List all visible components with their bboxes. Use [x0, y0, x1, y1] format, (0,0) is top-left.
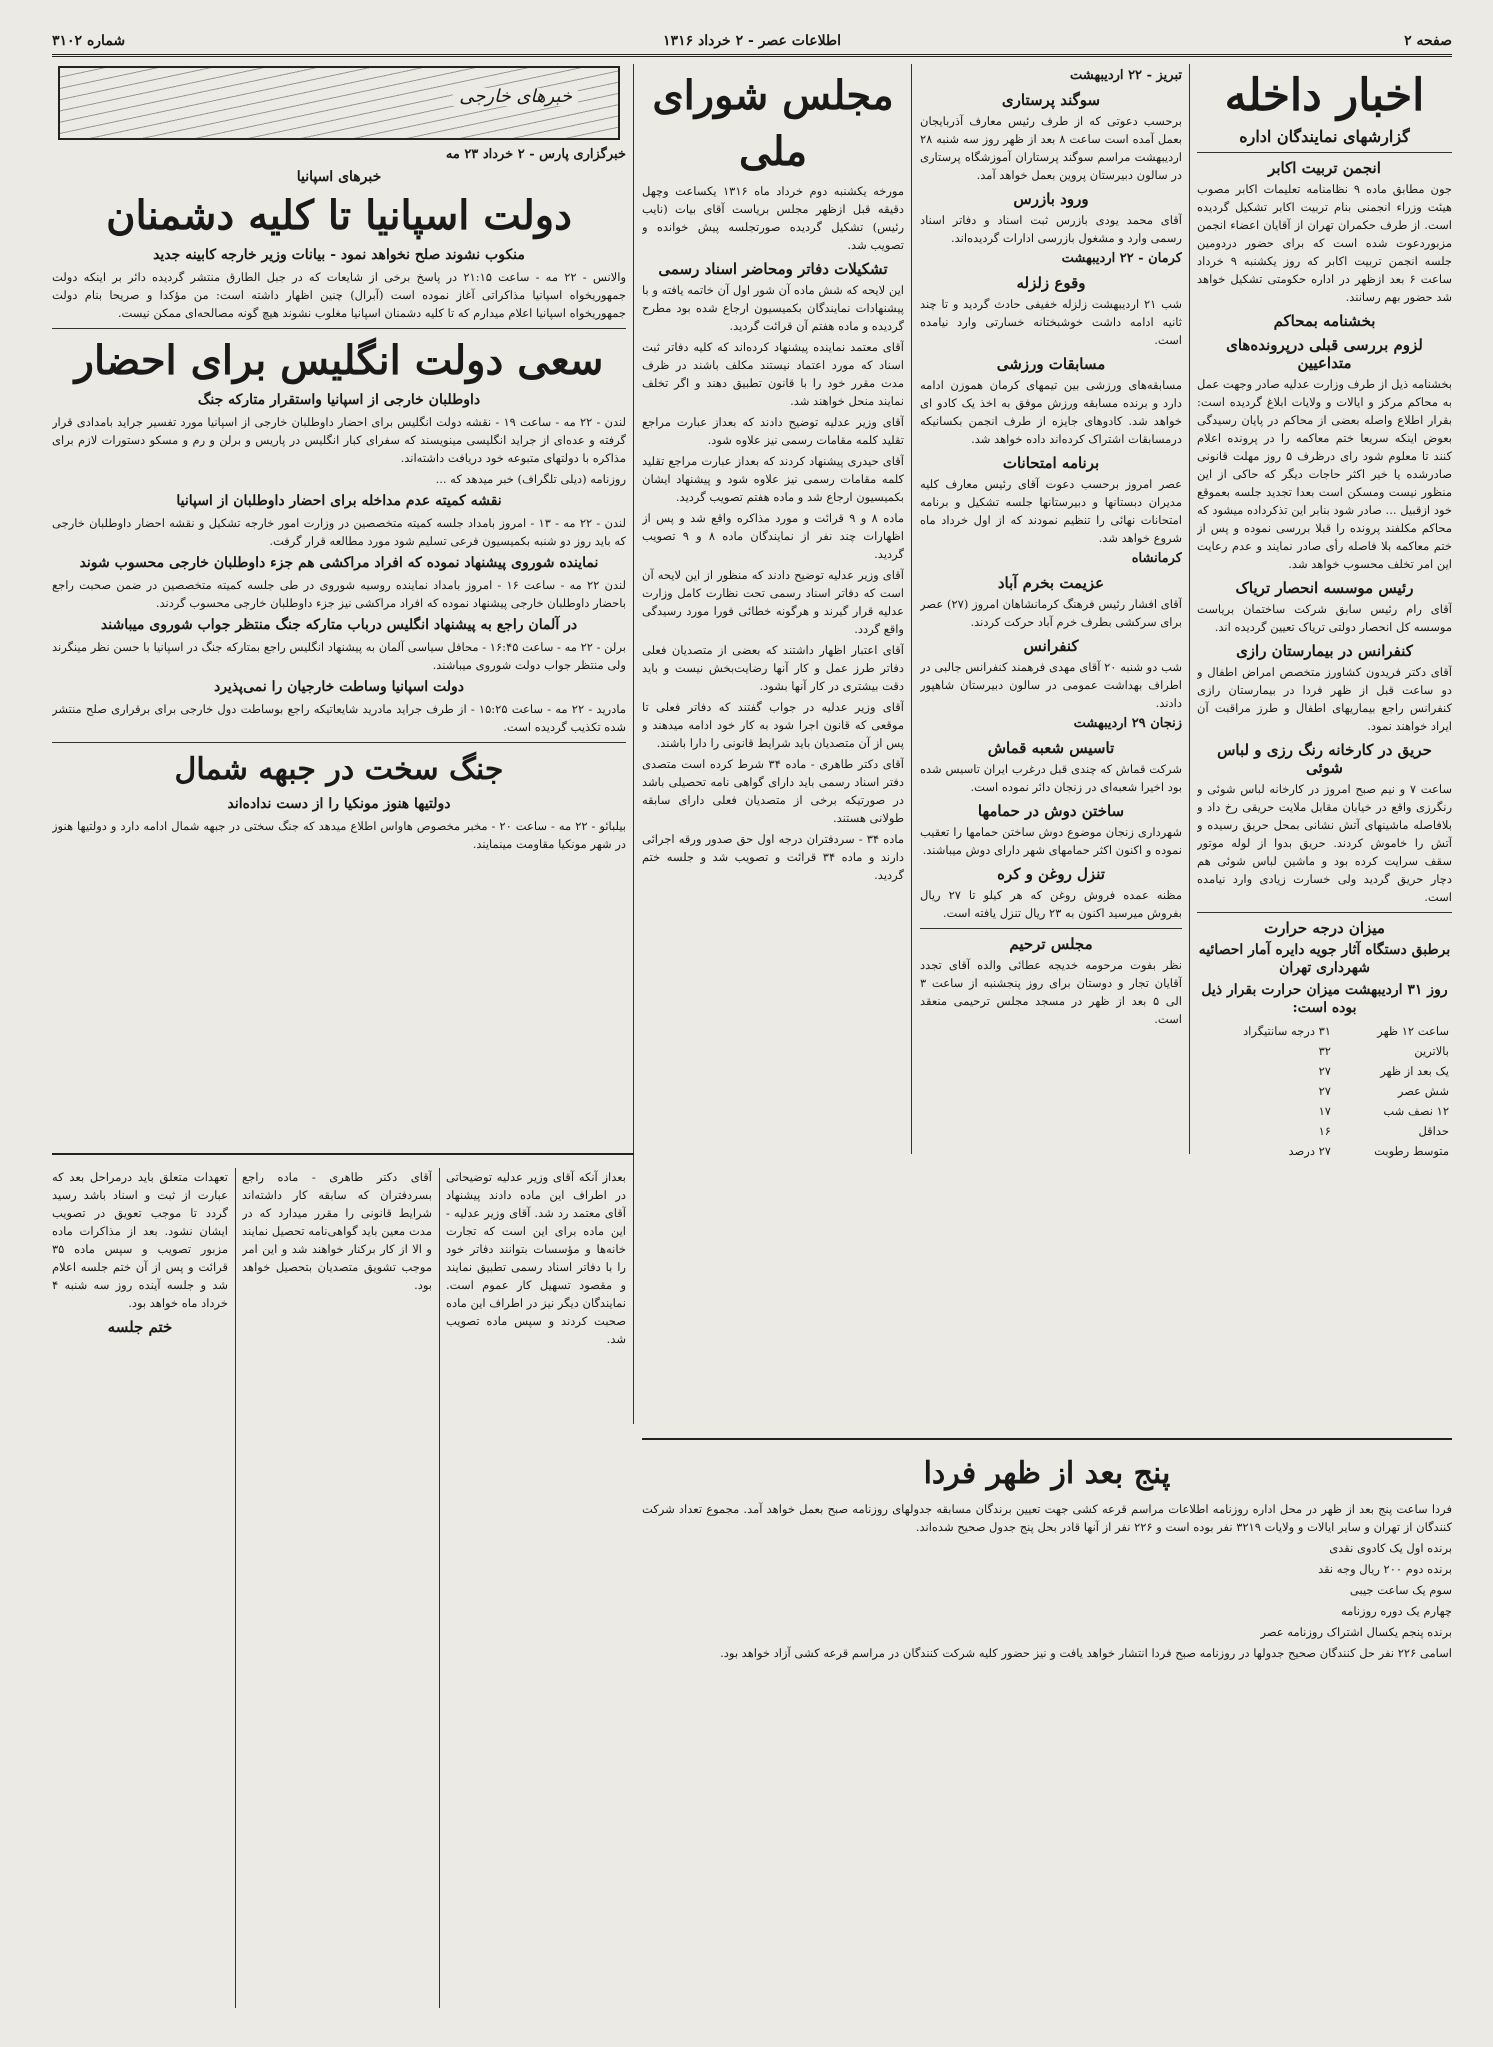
article-text: نظر بفوت مرحومه خدیجه عطائی والده آقای تجدد آقایان تجار و دوستان برای روز پنجشنبه از ساعت ۳ الی ۵ بعد از ظهر در مسجد مجلس ترحیمی منعقد است.: [920, 958, 1182, 1026]
contest-footnote: اسامی ۲۲۶ نفر حل کنندگان صحیح جدولها در روزنامه صبح فردا انتشار خواهد یافت و نیز حضور کلیه شرکت کنندگان در مراسم قرعه کشی آزاد خواهد بود.: [720, 1646, 1452, 1660]
subheadline: نقشه کمیته عدم مداخله برای احضار داوطلبان از اسپانیا: [176, 493, 502, 509]
prize-item: چهارم یک دوره روزنامه: [1341, 1604, 1452, 1618]
table-row: [1197, 1021, 1452, 1041]
page-number: صفحه ۲: [1404, 33, 1452, 49]
temp-value: ۲۷: [1318, 1084, 1331, 1098]
article-text: مظنه عمده فروش روغن که هر کیلو تا ۲۷ ریال بفروش میرسید اکنون به ۲۳ ریال تنزل یافته است.: [920, 888, 1182, 920]
column-rule: [439, 1168, 440, 2008]
column-rule: [1189, 64, 1190, 1154]
temp-value: ۱۷: [1318, 1104, 1331, 1118]
dateline: تبریز - ۲۲ اردیبهشت: [1069, 68, 1182, 83]
article-head: کنفرانس در بیمارستان رازی: [1236, 642, 1413, 660]
article-head: انجمن تربیت اکابر: [1268, 159, 1381, 177]
table-row: [1197, 1141, 1452, 1159]
temp-value: ۳۲: [1318, 1044, 1331, 1058]
temp-label: شش عصر: [1397, 1084, 1449, 1098]
paragraph: آقای معتمد نماینده پیشنهاد کرده‌اند که کلیه دفاتر ثبت اسناد که مورد اعتماد نیستند مکلف باشند در ظرف مدت مقرر خود را با قانون تطبیق دهند و اگر تخلف نمایند منحل خواهند شد.: [642, 340, 904, 408]
subheadline: دولت اسپانیا وساطت خارجیان را نمی‌پذیرد: [213, 679, 465, 695]
article-text: آقای محمد یودی بازرس ثبت اسناد و دفاتر اسناد رسمی وارد و مشغول بازرسی ادارات گردیده‌اند.: [920, 213, 1182, 245]
domestic-news-title: اخبار داخله: [1224, 70, 1425, 121]
bottom-rule-left: [52, 1153, 634, 1155]
headline: دولت اسپانیا تا کلیه دشمنان: [106, 192, 572, 239]
paragraph: تعهدات متعلق باید درمراحل بعد که عبارت از ثبت و اسناد باشد رسید گردد تا موجب تعویق در تصویب ایشان نشود. بعد از مذاکرات ماده مزبور تصویب و سپس ماده ۳۵ قرائت و پس از آن ختم جلسه اعلام شد و جلسه آینده روز سه شنبه ۴ خرداد ماه خواهد بود.: [52, 1170, 228, 1310]
article-text: آقای رام رئیس سابق شرکت ساختمان بریاست موسسه کل انحصار دولتی تریاک تعیین گردیده اند.: [1197, 602, 1452, 634]
article-text: عصر امروز برحسب دعوت آقای رئیس معارف کلیه مدیران دبستانها و دبیرستانها جلسه تشکیل و برنامه امتحانات نهائی را تنظیم نمودند که از اول خرداد ماه شروع خواهد شد.: [920, 477, 1182, 545]
dateline: کرمانشاه: [1131, 551, 1182, 566]
article-head: مسابقات ورزشی: [996, 355, 1106, 373]
table-row: [1197, 1041, 1452, 1061]
paragraph: آقای وزیر عدلیه توضیح دادند که بعداز عبارت مراجع تقلید کلمه مقامات رسمی نیز علاوه شود.: [642, 415, 904, 447]
article-text: شرکت قماش که چندی قبل درغرب ایران تاسیس شده بود اخیرا شعبه‌ای در زنجان دائر نموده است.: [920, 762, 1182, 794]
table-row: [1197, 1101, 1452, 1121]
paragraph: ماده ۸ و ۹ قرائت و مورد مذاکره واقع شد و پس از اظهارات چند نفر از نمایندگان ماده ۸ و ۹ تصویب گردید.: [642, 511, 904, 561]
paragraph: آقای حیدری پیشنهاد کردند که بعداز عبارت مراجع تقلید کلمه مقامات رسمی نیز علاوه شود و پیشنهاد ایشان بکمیسیون ارجاع شد و ماده هفتم تصویب گردید.: [642, 454, 904, 504]
subheadline: نماینده شوروی پیشنهاد نموده که افراد مراکشی هم جزء داوطلبان خارجی محسوب شوند: [79, 555, 599, 571]
dateline: خبرگزاری پارس - ۲ خرداد ۲۳ مه: [445, 147, 626, 162]
subheadline: دولتیها هنوز مونکیا را از دست نداده‌اند: [227, 796, 451, 812]
article-text: برحسب دعوتی که از طرف رئیس معارف آذربایجان بعمل آمده است ساعت ۸ بعد از ظهر روز سه شنبه ۲۸ اردیبهشت مراسم سوگند پرستاران آموزشگاه پرستاری در سالون دبیرستان پروین بعمل خواهد آمد.: [920, 114, 1182, 182]
bottom-column-b: [242, 1168, 432, 2008]
temperature-table: [1197, 1021, 1452, 1159]
article-text: مسابقه‌های ورزشی بین تیمهای کرمان هموزن ادامه دارد و برنده مسابقه ورزش موفق به اخذ یک کادو ای خواهد شد. کادوهای جایزه از طرف انجمن بکسانیکه درمسابقات اشتراک کرده‌اند داده خواهد شد.: [920, 378, 1182, 446]
issue-number: شماره ۳۱۰۲: [52, 33, 126, 49]
table-row: [1197, 1121, 1452, 1141]
logo-text: خبرهای خارجی: [453, 88, 578, 106]
temp-label: متوسط رطوبت: [1374, 1144, 1449, 1158]
paragraph: والانس - ۲۲ مه - ساعت ۲۱:۱۵ در پاسخ برخی از شایعات که در جبل الطارق منتشر گردیده دائر بر اینکه دولت جمهوریخواه اسپانیا مذاکراتی آغاز نموده است (آبرال) چنین اظهار داشته است: من مؤکدا و صریحا بنام دولت جمهوریخواه اسپانیا اعلام میدارم که تا کلیه دشمنان اسپانیا مغلوب نشوند هیچ گونه مصالحه‌ای ممکن نیست.: [52, 270, 626, 320]
paragraph: این لایحه که شش ماده آن شور اول آن خاتمه یافته و با پیشنهادات نمایندگان بکمیسیون ارجاع شده بود مطرح گردیده و ماده هفتم آن قرائت گردید.: [642, 283, 904, 333]
article-head: مجلس ترحیم: [1009, 935, 1093, 953]
table-row: [1197, 1061, 1452, 1081]
article-text: بخشنامه ذیل از طرف وزارت عدلیه صادر وجهت عمل به محاکم مرکز و ایالات و ولایات ابلاغ گردیده است: بقرار اطلاع واصله بعضی از محاکم در پایان رسیدگی بعوض اینکه سریعا ختم معاکمه را در پرونده اعلام کنند تا معلوم شود رای درظرف ۵ روز مهلت قانونی صادرشده یا خیر اکثر حاجات دیگر که حاکی از این منظور نیست ومسکن است بعدا تجدید جلسه بعموقع خود ازقبیل ... صادر شود بنابر این تذکرداده میشود که محاکم مکلفند پرونده را قبلا بررسی نموده و پس از ختم معاکمه بلا فاصله رأی صادر نمایند و عدم رعایت این امر تخلف محسوب خواهد شد.: [1197, 377, 1452, 571]
article-head: رئیس موسسه انحصار تریاک: [1235, 579, 1414, 597]
column-rule: [911, 64, 912, 1154]
table-row: [1197, 1081, 1452, 1101]
column-rule: [633, 64, 634, 1424]
article-head: میزان درجه حرارت: [1264, 919, 1385, 937]
article-head: روز ۳۱ اردیبهشت میزان حرارت بقرار ذیل بوده است:: [1201, 982, 1448, 1016]
article-text: آقای افشار رئیس فرهنگ کرمانشاهان امروز (۲۷) عصر برای سرکشی بطرف خرم آباد حرکت کردند.: [920, 597, 1182, 629]
headline: سعی دولت انگلیس برای احضار: [74, 337, 604, 384]
paragraph: آقای وزیر عدلیه در جواب گفتند که دفاتر فعلی تا موقعی که قانون اجرا شود به کار خود ادامه میدهند و پس از آن متصدیان باید شرایط قانونی را دارا باشند.: [642, 700, 904, 750]
article-head: برطبق دستگاه آثار جویه دایره آمار احصائیه شهرداری تهران: [1198, 942, 1451, 976]
paragraph: بعداز آنکه آقای وزیر عدلیه توضیحاتی در اطراف این ماده دادند پیشنهاد آقای معتمد رد شد. آقای وزیر عدلیه - این ماده برای این است که تجارت خانه‌ها و مؤسسات بتوانند دفاتر خود را با دفاتر اسناد رسمی تطبیق نمایند و مقصود تسهیل کار عموم است. نمایندگان دیگر نیز در اطراف این ماده صحبت کردند و سپس ماده تصویب شد.: [446, 1170, 626, 1346]
article-head: ختم جلسه: [107, 1318, 173, 1336]
section-subhead: خبرهای اسپانیا: [296, 169, 382, 185]
column-domestic: [1197, 64, 1452, 1159]
article-head: سوگند پرستاری: [1001, 91, 1101, 109]
column-rule: [235, 1168, 236, 2008]
article-head: تشکیلات دفاتر ومحاضر اسناد رسمی: [658, 260, 888, 278]
article-head: ورود بازرس: [1013, 190, 1089, 208]
domestic-subtitle: گزارشهای نمایندگان اداره: [1239, 127, 1410, 146]
article-head: تنزل روغن و کره: [997, 865, 1105, 883]
article-text: ساعت ۷ و نیم صبح امروز در کارخانه لباس شوئی و رنگرزی واقع در خیابان مقابل ملایت حریقی رخ داد و بلافاصله ماشینهای آتش نشانی بمحل حریق رسیده و آتش را خاموش کردند. حریق بدوا از لوله موتور سقف سرایت کرده بود و ماشین لباس شوئی هم دچار حریق گردید ولی خسارت زیادی وارد نیامده است.: [1197, 782, 1452, 904]
paragraph: لندن - ۲۲ مه - ۱۳ - امروز بامداد جلسه کمیته متخصصین در وزارت امور خارجه تشکیل و نقشه احضار داوطلبان خارجی که باید روز دو شنبه بکمیسیون فرعی تسلیم شود مورد مطالعه قرار گرفت.: [52, 516, 626, 548]
temp-label: ۱۲ نصف شب: [1383, 1104, 1449, 1118]
newspaper-page: [52, 28, 1452, 2023]
prize-item: برنده دوم ۲۰۰ ریال وجه نقد: [1318, 1562, 1452, 1576]
paragraph: آقای وزیر عدلیه توضیح دادند که منظور از این لایحه آن است که دفاتر اسناد رسمی تحت نظارت کامل وزارت عدلیه قرار گیرند و هرگونه خطائی فورا مورد رسیدگی واقع گردد.: [642, 568, 904, 636]
page-date: اطلاعات عصر - ۲ خرداد ۱۳۱۶: [663, 33, 841, 49]
contest-text: فردا ساعت پنج بعد از ظهر در محل اداره روزنامه اطلاعات مراسم قرعه کشی جهت تعیین برندگان مسابقه جدولهای روزنامه صبح بعمل خواهد آمد. مجموع تعداد شرکت کنندگان از تهران و سایر ایالات و ولایات ۳۲۱۹ نفر بوده است و ۲۲۶ نفر از آنها قادر بحل پنج جدول صحیح شده‌اند.: [642, 1502, 1452, 1534]
paragraph: آقای اعتبار اظهار داشتند که بعضی از متصدیان فعلی دفاتر طرز عمل و کار آنها رضایت‌بخش نیست و باید دقت بیشتری در کار آنها بشود.: [642, 643, 904, 693]
paragraph: برلن - ۲۲ مه - ساعت ۱۶:۴۵ - محافل سیاسی آلمان به پیشنهاد انگلیس راجع بمتارکه جنگ در اسپانیا با حسن نظر مینگرند ولی منتظر جواب دولت شوروی میباشند.: [52, 640, 626, 672]
subheadline: در آلمان راجع به پیشنهاد انگلیس درباب متارکه جنگ منتظر جواب شوروی میباشند: [100, 617, 578, 633]
prize-item: برنده پنجم یکسال اشتراک روزنامه عصر: [1260, 1625, 1452, 1639]
prize-item: سوم یک ساعت جیبی: [1349, 1583, 1452, 1597]
headline: جنگ سخت در جبهه شمال: [174, 752, 504, 787]
article-head: لزوم بررسی قبلی درپرونده‌های متداعیین: [1226, 336, 1423, 372]
paragraph: مادرید - ۲۲ مه - ساعت ۱۵:۲۵ - از طرف جراید مادرید شایعاتیکه راجع بوساطت دول خارجی برای برقراری صلح منتشر شده تکذیب گردیده است.: [52, 702, 626, 734]
paragraph: لندن ۲۲ مه - ساعت ۱۶ - امروز بامداد نماینده روسیه شوروی در طی جلسه کمیته متخصصین در ضمن صحبت راجع باحضار داوطلبان خارجی پیشنهاد نموده که افراد مراکشی نیز جزء داوطلبان خارجی محسوب گردند.: [52, 578, 626, 610]
paragraph: روزنامه (دیلی تلگراف) خبر میدهد که ...: [435, 472, 626, 486]
column-parliament: [642, 64, 904, 1459]
temp-label: یک بعد از ظهر: [1380, 1064, 1449, 1078]
subheadline: منکوب نشوند صلح نخواهد نمود - بیانات وزیر خارجه کابینه جدید: [153, 247, 525, 263]
article-text: آقای دکتر فریدون کشاورز متخصص امراض اطفال و دو ساعت قبل از ظهر فردا در بیمارستان رازی کنفرانس راجع بیماریهای اطفال و طرز مراقبت آن ایراد خواهند نمود.: [1197, 665, 1452, 733]
article-text: شب دو شنبه ۲۰ آقای مهدی فرهمند کنفرانس جالبی در اطراف بهداشت عمومی در سالون دبیرستان شاهپور دادند.: [920, 660, 1182, 710]
article-head: عزیمت بخرم آباد: [997, 574, 1105, 592]
article-text: شب ۲۱ اردیبهشت زلزله خفیفی حادث گردید و تا چند ثانیه ادامه داشت خوشبختانه خسارتی وارد نیامده است.: [920, 297, 1182, 347]
temp-value: ۳۱ درجه سانتیگراد: [1243, 1024, 1331, 1038]
subheadline: داوطلبان خارجی از اسپانیا واستقرار متارکه جنگ: [197, 392, 481, 408]
column-reports: [920, 64, 1182, 1159]
parliament-title: مجلس شورای ملی: [652, 72, 894, 175]
box-rule: [642, 1438, 1452, 1440]
dateline: کرمان - ۲۲ اردیبهشت: [1061, 251, 1182, 266]
temp-label: بالاترین: [1414, 1044, 1449, 1058]
paragraph: آقای دکتر طاهری - ماده راجع بسردفتران که سابقه کار داشته‌اند شرایط قانونی را مقرر میدارد که در مدت معین باید گواهی‌نامه تحصیل نمایند و الا از کار برکنار خواهند شد و این امر موجب تشویق متصدیان بتحصیل خواهد بود.: [242, 1170, 432, 1292]
temp-label: ساعت ۱۲ ظهر: [1377, 1024, 1449, 1038]
parliament-intro: مورخه یکشنبه دوم خرداد ماه ۱۳۱۶ یکساعت وچهل دقیقه قبل ازظهر مجلس بریاست آقای بیات (نایب رئیس) تشکیل گردیده صورتجلسه پیش خوانده و تصویب شد.: [642, 184, 904, 252]
bottom-column-c: [52, 1168, 228, 2008]
temp-value: ۱۶: [1318, 1124, 1331, 1138]
paragraph: ماده ۳۴ - سردفتران درجه اول حق صدور ورقه اجرائی دارند و ماده ۳۴ قرائت و تصویب شد و جلسه ختم گردید.: [642, 832, 904, 882]
article-head: وقوع زلزله: [1016, 274, 1086, 292]
paragraph: بیلبائو - ۲۲ مه - ساعت ۲۰ - مخبر مخصوص هاواس اطلاع میدهد که جنگ سختی در جبهه شمال ادامه دارد و دولتیها هنوز در شهر مونکیا مقاومت مینمایند.: [52, 819, 626, 851]
temp-label: حداقل: [1418, 1124, 1449, 1138]
contest-box: [642, 1448, 1452, 2008]
paragraph: آقای دکتر طاهری - ماده ۳۴ شرط کرده است متصدی دفتر اسناد رسمی باید دارای گواهی نامه تحصیلی باشد در صورتیکه برخی از متصدیان فعلی دارای سابقه طولانی هستند.: [642, 757, 904, 825]
dateline: زنجان ۲۹ اردیبهشت: [1073, 716, 1182, 731]
foreign-news-logo: [58, 66, 620, 140]
page-header: [52, 28, 1452, 57]
prize-item: برنده اول یک کادوی نقدی: [1329, 1541, 1452, 1555]
article-head: برنامه امتحانات: [1002, 454, 1100, 472]
article-head: بخشنامه بمحاکم: [1273, 312, 1376, 330]
article-head: کنفرانس: [1023, 637, 1079, 655]
temp-value: ۲۷ درصد: [1288, 1144, 1331, 1158]
contest-title: پنج بعد از ظهر فردا: [923, 1456, 1171, 1491]
bottom-column-a: [446, 1168, 626, 2008]
paragraph: لندن - ۲۲ مه - ساعت ۱۹ - نقشه دولت انگلیس برای احضار داوطلبان خارجی از اسپانیا مورد تفسیر جراید بامدادی قرار گرفته و عده‌ای از جراید انگلیسی مینویسند که سفرای کبار انگلیس در پاریس و برلن و رم و مسکو دستورات لازم برای مذاکره با دولتهای متبوعه خود دریافت داشته‌اند.: [52, 415, 626, 465]
article-head: ساختن دوش در حمامها: [977, 802, 1125, 820]
article-text: شهرداری زنجان موضوع دوش ساختن حمامها را تعقیب نموده و اکنون اکثر حمامهای شهر دارای دوش میباشند.: [920, 825, 1182, 857]
article-head: حریق در کارخانه رنگ رزی و لباس شوئی: [1217, 741, 1432, 777]
article-head: تاسیس شعبه قماش: [987, 739, 1115, 757]
column-foreign: [52, 64, 626, 1154]
temp-value: ۲۷: [1318, 1064, 1331, 1078]
article-text: جون مطابق ماده ۹ نظامنامه تعلیمات اکابر مصوب هیئت وزراء انجمنی بنام تربیت اکابر تشکیل گردیده است. از طرف حکمران تهران از آقایان اعضاء انجمن مزبوردعوت شده است که برای حضور دردومین جلسه انجمن تربیت اکابر که روز یکشنبه ۹ خرداد ساعت ۶ بعد ازظهر در اداره حکومتی تشکیل خواهد شد حضور بهم رسانند.: [1197, 182, 1452, 304]
